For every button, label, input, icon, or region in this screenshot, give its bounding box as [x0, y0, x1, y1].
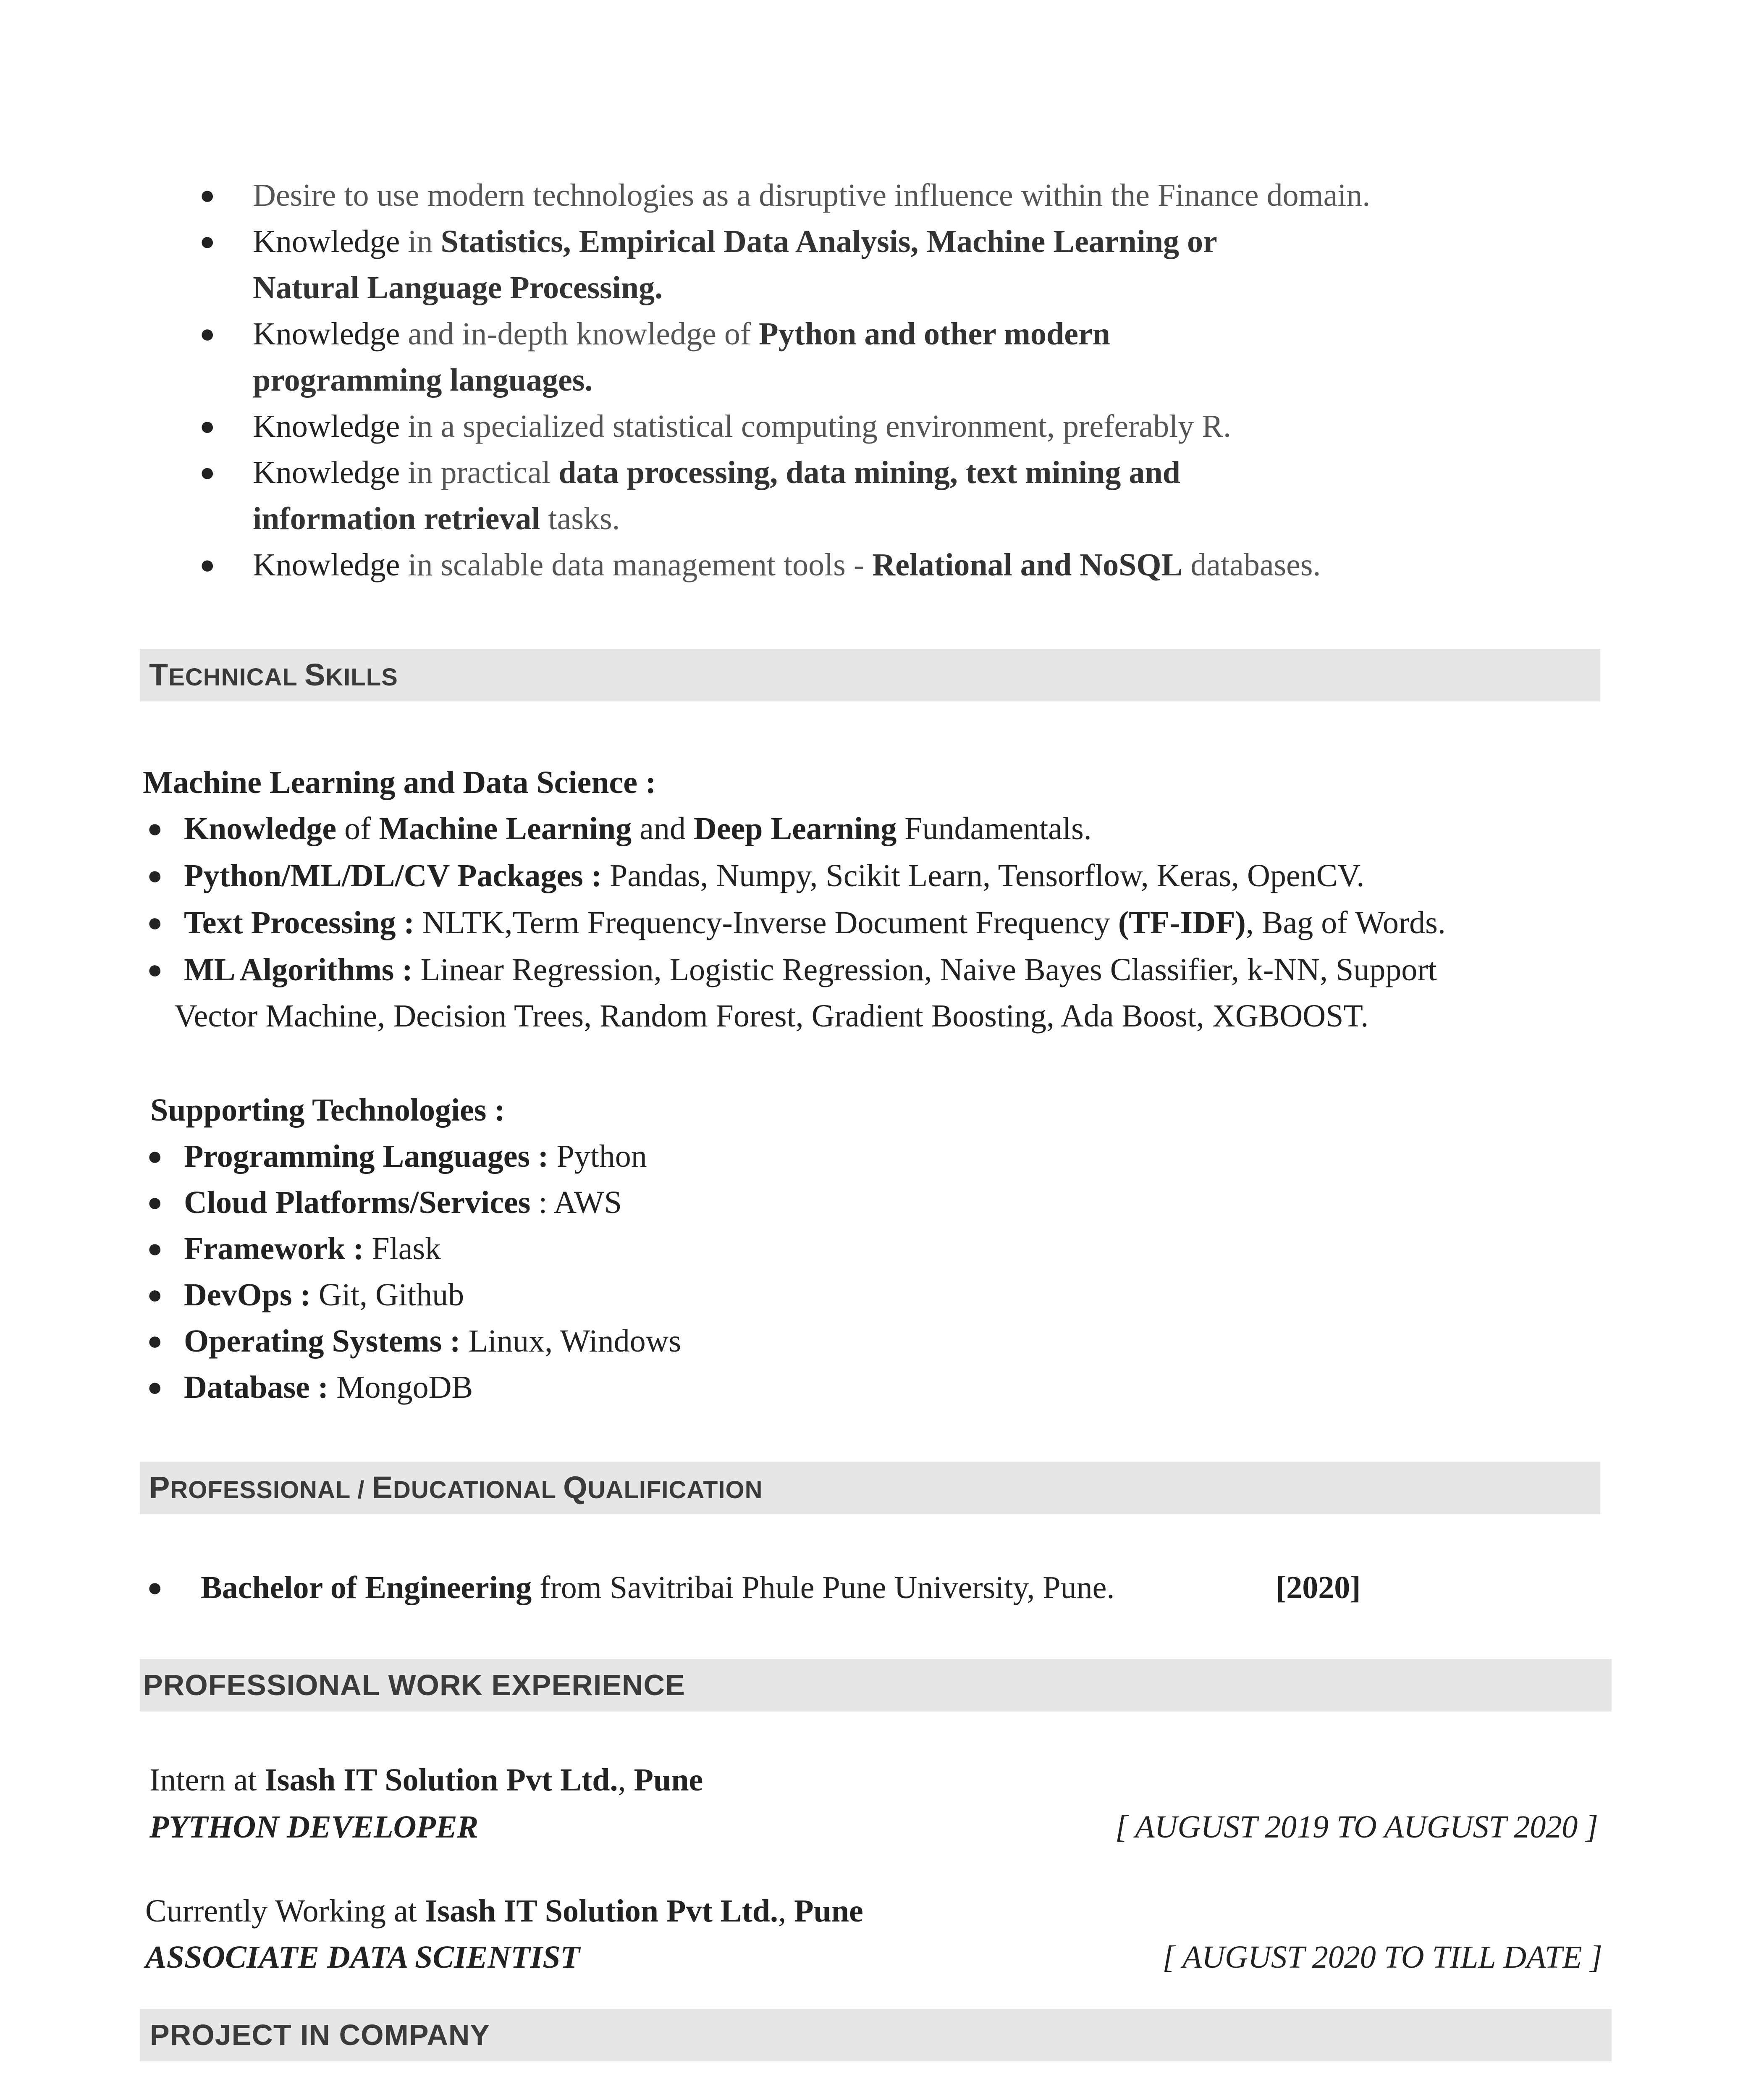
bullet-icon: ●: [147, 1234, 163, 1263]
section-title: PROFESSIONAL WORK EXPERIENCE: [143, 1669, 685, 1701]
bullet-icon: ●: [147, 1142, 163, 1171]
bullet-icon: ●: [147, 1573, 163, 1602]
ml-item-2: Python/ML/DL/CV Packages : Pandas, Numpy, Scikit Learn, Tensorflow, Keras, OpenCV.: [184, 858, 1365, 893]
bullet-icon: ●: [199, 181, 215, 210]
bullet-icon: ●: [147, 1188, 163, 1217]
section-title: TECHNICAL SKILLS: [149, 657, 398, 692]
support-heading: Supporting Technologies :: [150, 1092, 505, 1128]
ml-item-4: ML Algorithms : Linear Regression, Logistic Regression, Naive Bayes Classifier, k-NN, Support: [184, 952, 1437, 987]
bullet-icon: ●: [199, 320, 215, 348]
section-title: PROFESSIONAL / EDUCATIONAL QUALIFICATION: [149, 1470, 763, 1505]
education-year: [2020]: [1276, 1570, 1361, 1605]
intro-bullet-2-cont: Natural Language Processing.: [253, 270, 663, 305]
support-item-4: DevOps : Git, Github: [184, 1277, 464, 1312]
ml-heading: Machine Learning and Data Science :: [143, 765, 656, 800]
bullet-icon: ●: [199, 551, 215, 579]
job-2-role: ASSOCIATE DATA SCIENTIST: [145, 1940, 580, 1975]
bullet-icon: ●: [147, 861, 163, 890]
intro-bullet-3-cont: programming languages.: [253, 362, 593, 398]
bullet-icon: ●: [199, 227, 215, 256]
intro-bullet-2: Knowledge in Statistics, Empirical Data Analysis, Machine Learning or: [253, 224, 1217, 259]
ml-item-4-cont: Vector Machine, Decision Trees, Random Forest, Gradient Boosting, Ada Boost, XGBOOST.: [174, 998, 1369, 1034]
ml-item-3: Text Processing : NLTK,Term Frequency-Inverse Document Frequency (TF-IDF), Bag of Words.: [184, 905, 1446, 940]
section-title: PROJECT IN COMPANY: [150, 2019, 490, 2051]
bullet-icon: ●: [199, 412, 215, 441]
support-item-3: Framework : Flask: [184, 1231, 441, 1266]
section-technical-skills: [140, 649, 1600, 701]
intro-bullet-4: Knowledge in a specialized statistical computing environment, preferably R.: [253, 409, 1231, 444]
bullet-icon: ●: [199, 458, 215, 487]
support-item-2: Cloud Platforms/Services : AWS: [184, 1185, 622, 1220]
section-project-in-company: [140, 2009, 1612, 2061]
job-2-period: [ AUGUST 2020 TO TILL DATE ]: [1162, 1940, 1602, 1975]
job-1-period: [ AUGUST 2019 TO AUGUST 2020 ]: [1115, 1809, 1598, 1845]
intro-bullet-6: Knowledge in scalable data management tools - Relational and NoSQL databases.: [253, 547, 1321, 583]
support-item-6: Database : MongoDB: [184, 1370, 473, 1405]
intro-bullet-3: Knowledge and in-depth knowledge of Python and other modern: [253, 316, 1110, 352]
bullet-icon: ●: [147, 1327, 163, 1355]
section-qualification: [140, 1462, 1600, 1514]
ml-item-1: Knowledge of Machine Learning and Deep Learning Fundamentals.: [184, 811, 1092, 846]
bullet-icon: ●: [147, 1281, 163, 1309]
job-2-company-line: Currently Working at Isash IT Solution Pvt Ltd., Pune: [145, 1893, 863, 1929]
education-entry: Bachelor of Engineering from Savitribai Phule Pune University, Pune.: [201, 1570, 1115, 1605]
support-item-5: Operating Systems : Linux, Windows: [184, 1323, 682, 1359]
job-1-role: PYTHON DEVELOPER: [149, 1809, 479, 1845]
section-work-experience: [140, 1659, 1612, 1712]
bullet-icon: ●: [147, 908, 163, 937]
intro-bullet-1: Desire to use modern technologies as a disruptive influence within the Finance domain.: [253, 178, 1371, 213]
job-1-company-line: Intern at Isash IT Solution Pvt Ltd., Pune: [149, 1762, 703, 1798]
bullet-icon: ●: [147, 956, 163, 984]
support-item-1: Programming Languages : Python: [184, 1139, 647, 1174]
bullet-icon: ●: [147, 1373, 163, 1402]
intro-bullet-5-cont: information retrieval tasks.: [253, 501, 620, 536]
intro-bullet-5: Knowledge in practical data processing, data mining, text mining and: [253, 455, 1180, 490]
bullet-icon: ●: [147, 814, 163, 843]
